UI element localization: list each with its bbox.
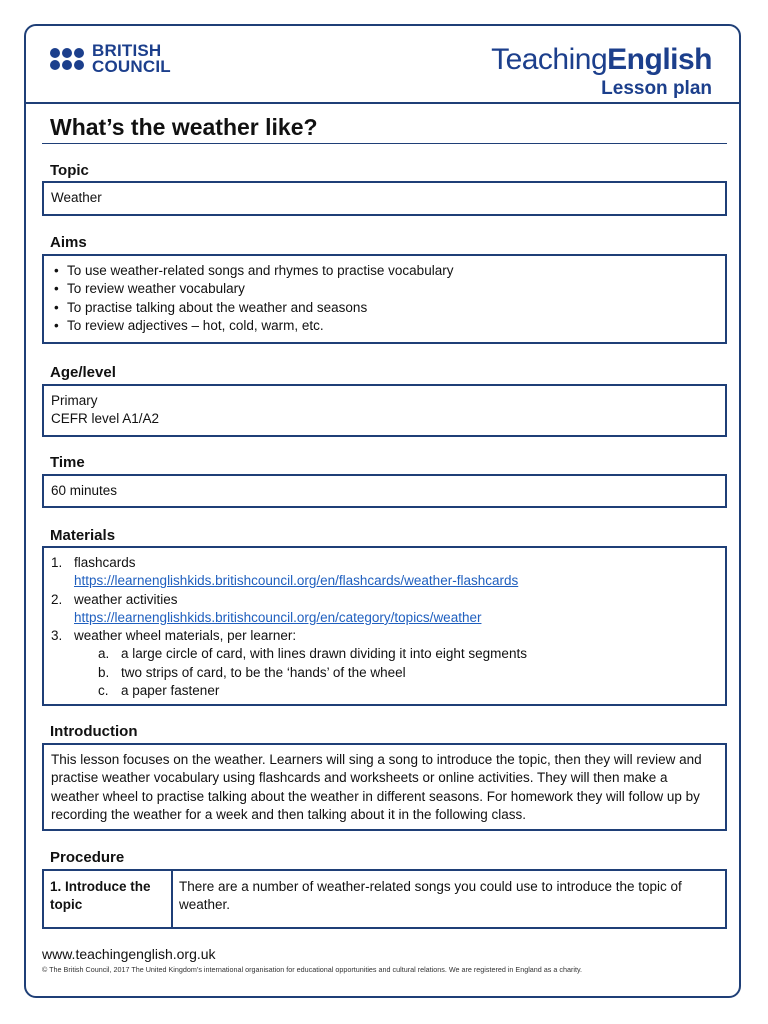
doc-type: Lesson plan: [601, 78, 712, 99]
material-text: weather activities: [74, 591, 178, 607]
material-number: 3.: [51, 628, 63, 644]
brand-bold: English: [607, 43, 712, 76]
weather-activities-link[interactable]: https://learnenglishkids.britishcouncil.org/en/category/topics/weather: [74, 609, 482, 625]
material-text: flashcards: [74, 555, 136, 570]
sub-item-letter: b.: [98, 664, 110, 680]
introduction-text: This lesson focuses on the weather. Learners will sing a song to introduce the topic, then they will review and practise weather vocabulary using flashcards and worksheets or online activities. They will then make a weather wheel to practise talking about the weather in different seasons. For homework they will follow up by recording the weather for a week and then talking about it in the following class.: [51, 752, 702, 822]
page-title: What’s the weather like?: [50, 114, 318, 140]
materials-box: [42, 546, 727, 706]
teaching-english-brand: [491, 44, 712, 100]
sub-item-letter: c.: [98, 683, 109, 699]
material-item: [51, 627, 717, 645]
sub-item-text: two strips of card, to be the ‘hands’ of the wheel: [121, 664, 406, 680]
time-box: [42, 474, 727, 508]
flashcards-link[interactable]: https://learnenglishkids.britishcouncil.org/en/flashcards/weather-flashcards: [74, 573, 519, 589]
footer-copyright: © The British Council, 2017 The United Kingdom’s international organisation for educational opportunities and cultural relations. We are registered in England as a charity.: [42, 965, 583, 974]
topic-box: [42, 181, 727, 216]
procedure-label: Procedure: [50, 849, 125, 866]
procedure-table: [42, 869, 727, 929]
logo-line-1: BRITISH: [92, 41, 162, 60]
age-level-line-1: Primary: [51, 393, 98, 408]
age-level-label: Age/level: [50, 364, 116, 381]
time-value: 60 minutes: [51, 483, 118, 498]
material-text: weather wheel materials, per learner:: [74, 628, 297, 644]
aims-label: Aims: [50, 234, 87, 251]
material-item: [51, 591, 717, 628]
aim-item: • To use weather-related songs and rhymes to practise vocabulary: [51, 262, 717, 280]
sub-item-letter: a.: [98, 646, 110, 662]
material-item: [51, 554, 717, 591]
procedure-step-text: There are a number of weather-related songs you could use to introduce the topic of weather.: [179, 879, 682, 913]
aim-item: • To review weather vocabulary: [51, 280, 717, 298]
introduction-label: Introduction: [50, 723, 138, 740]
material-sub-item: [98, 682, 717, 700]
age-level-line-2: CEFR level A1/A2: [51, 411, 160, 427]
logo-text: [92, 43, 171, 75]
page-frame: [24, 24, 741, 998]
sub-item-text: a large circle of card, with lines drawn dividing it into eight segments: [121, 646, 527, 662]
logo-line-2: COUNCIL: [92, 57, 171, 76]
header-divider: [26, 102, 739, 104]
brand-light: Teaching: [491, 43, 608, 76]
aims-box: [42, 254, 727, 344]
aims-list: [51, 262, 717, 335]
topic-value: Weather: [51, 190, 102, 205]
procedure-step-title: 1. Introduce the topic: [44, 871, 173, 927]
footer-url: www.teachingenglish.org.uk: [42, 946, 216, 962]
british-council-logo: [50, 43, 171, 75]
logo-dots-icon: [50, 48, 84, 70]
aim-item: • To review adjectives – hot, cold, warm, etc.: [51, 317, 717, 335]
material-sub-item: [98, 645, 717, 663]
material-number: 2.: [51, 591, 63, 607]
time-label: Time: [50, 454, 85, 471]
topic-label: Topic: [50, 162, 89, 179]
material-number: 1.: [51, 555, 63, 570]
introduction-box: [42, 743, 727, 831]
age-level-box: [42, 384, 727, 437]
material-sub-item: [98, 664, 717, 682]
brand-title: [491, 44, 712, 76]
materials-label: Materials: [50, 527, 116, 544]
aim-item: • To practise talking about the weather and seasons: [51, 299, 717, 317]
title-divider: [42, 143, 727, 144]
sub-item-text: a paper fastener: [121, 683, 220, 699]
